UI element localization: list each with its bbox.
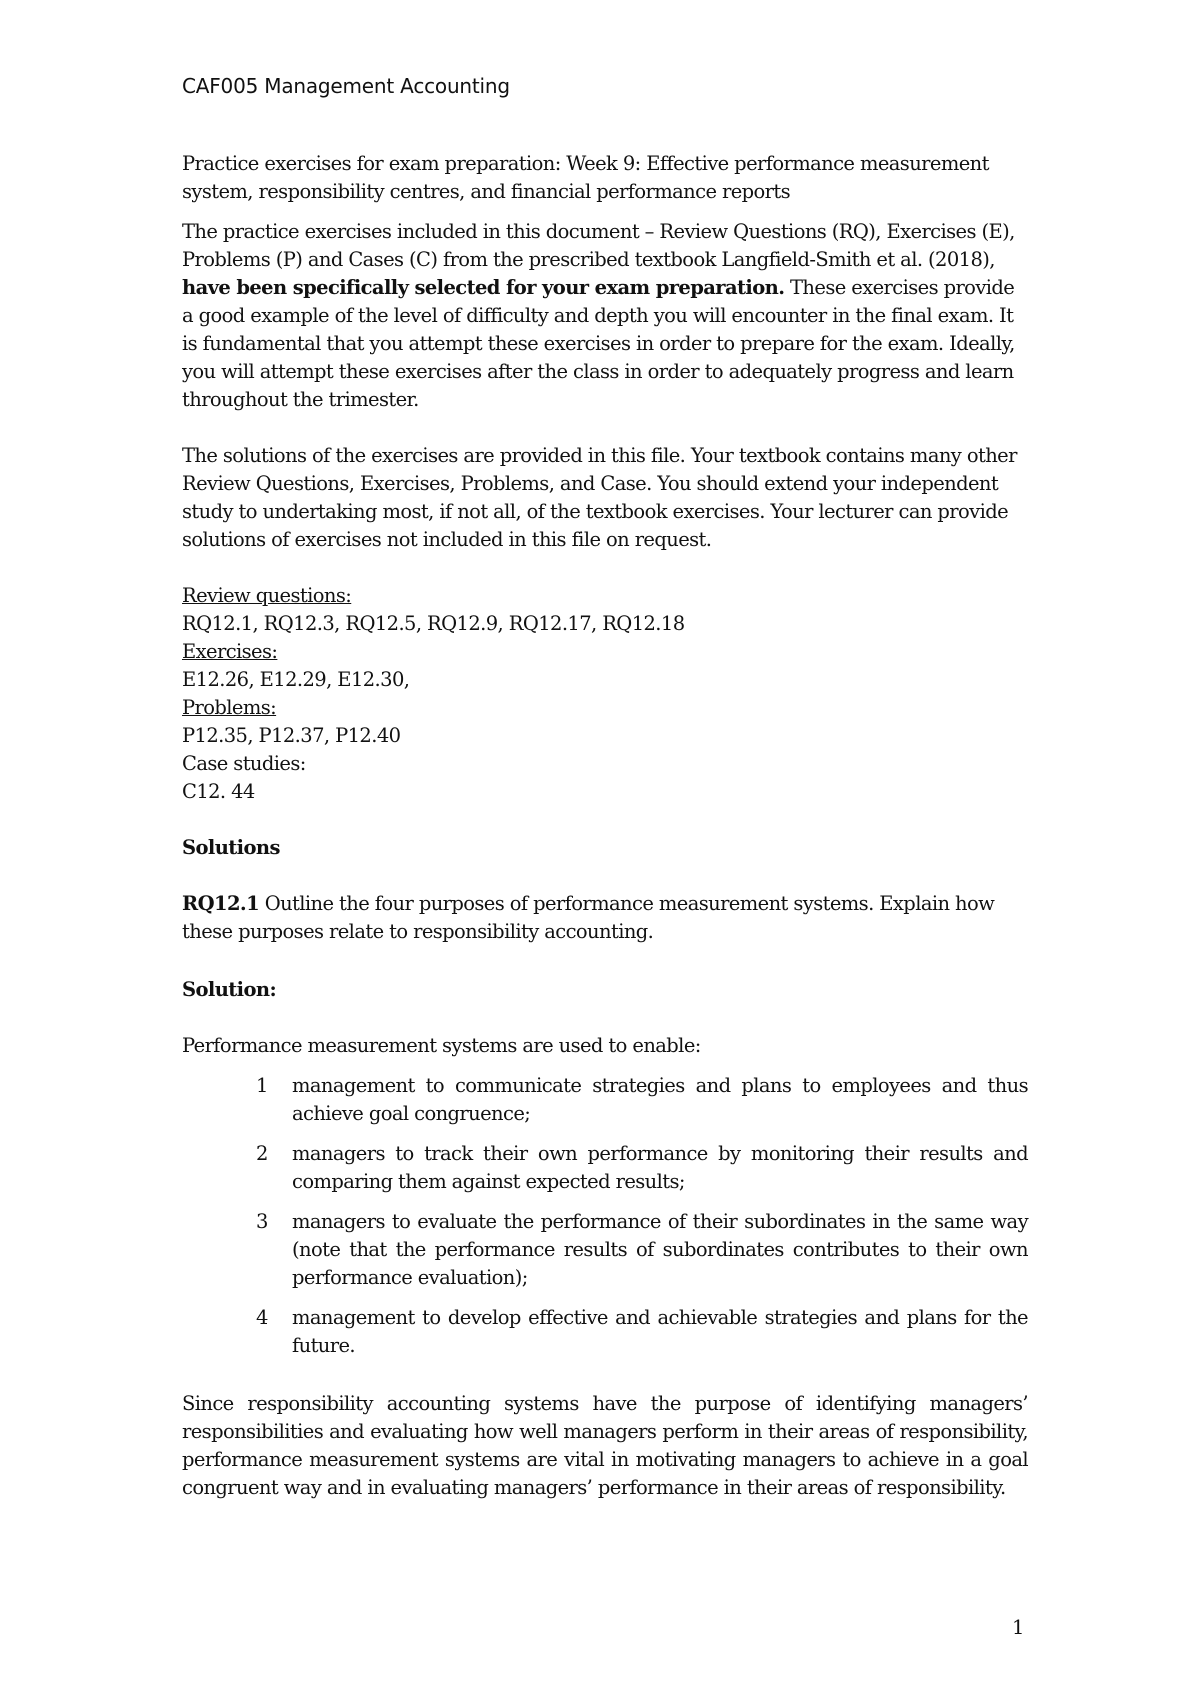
document-title: Practice exercises for exam preparation: Week 9: Effective performance measurement system, responsibility centres, and financial performance reports bbox=[182, 152, 989, 203]
pms-lead-sentence: Performance measurement systems are used to enable: bbox=[182, 1034, 701, 1057]
exercises-items: E12.26, E12.29, E12.30, bbox=[182, 668, 410, 691]
solutions-info-paragraph: The solutions of the exercises are provided in this file. Your textbook contains many other Review Questions, Exercises, Problems, and Case. You should extend your independent study to undertaking most, if not all, of the textbook exercises. Your lecturer can provide solutions of exercises not included in this file on request. bbox=[182, 444, 1017, 551]
intro-bold-text: have been specifically selected for your exam preparation. bbox=[182, 276, 785, 299]
page-header: CAF005 Management Accounting bbox=[182, 74, 510, 98]
purposes-list bbox=[256, 1072, 1028, 1372]
intro-text-part1: The practice exercises included in this document – Review Questions (RQ), Exercises (E), Problems (P) and Cases (C) from the prescribed textbook Langfield-Smith et al. (2018), bbox=[182, 220, 1015, 271]
list-item-number: 1 bbox=[256, 1074, 268, 1097]
review-question-rq12-1 bbox=[182, 890, 1028, 946]
closing-paragraph: Since responsibility accounting systems have the purpose of identifying managers’ responsibilities and evaluating how well managers perform in their areas of responsibility, performance measurement systems are vital in motivating managers to achieve in a goal congruent way and in evaluating managers’ performance in their areas of responsibility. bbox=[182, 1392, 1028, 1499]
list-item bbox=[256, 1140, 1028, 1196]
exercises-label: Exercises: bbox=[182, 640, 278, 663]
problems-items: P12.35, P12.37, P12.40 bbox=[182, 724, 401, 747]
problems-label: Problems: bbox=[182, 696, 277, 719]
intro-text-part2: These exercises provide a good example of the level of difficulty and depth you will encounter in the final exam. It is fundamental that you attempt these exercises in order to prepare for the exam. Ideally, you will attempt these exercises after the class in order to adequately progress and learn throughout the trimester. bbox=[182, 276, 1015, 411]
intro-paragraph bbox=[182, 218, 1028, 414]
list-item bbox=[256, 1208, 1028, 1292]
page-number: 1 bbox=[1012, 1616, 1025, 1639]
list-item-text: management to develop effective and achievable strategies and plans for the future. bbox=[292, 1306, 1028, 1357]
list-item-text: managers to track their own performance by monitoring their results and comparing them against expected results; bbox=[292, 1142, 1028, 1193]
exercise-lists bbox=[182, 582, 1028, 806]
review-questions-items: RQ12.1, RQ12.3, RQ12.5, RQ12.9, RQ12.17, RQ12.18 bbox=[182, 612, 685, 635]
list-item-number: 2 bbox=[256, 1142, 268, 1165]
case-studies-items: C12. 44 bbox=[182, 780, 255, 803]
list-item-text: managers to evaluate the performance of their subordinates in the same way (note that the performance results of subordinates contributes to their own performance evaluation); bbox=[292, 1210, 1028, 1289]
solution-heading: Solution: bbox=[182, 978, 277, 1001]
list-item-number: 4 bbox=[256, 1306, 268, 1329]
review-questions-label: Review questions: bbox=[182, 584, 352, 607]
solutions-heading: Solutions bbox=[182, 836, 280, 859]
rq-text: Outline the four purposes of performance measurement systems. Explain how these purposes relate to responsibility accounting. bbox=[182, 892, 995, 943]
list-item bbox=[256, 1304, 1028, 1360]
case-studies-label: Case studies: bbox=[182, 752, 306, 775]
list-item-text: management to communicate strategies and plans to employees and thus achieve goal congruence; bbox=[292, 1074, 1028, 1125]
rq-label: RQ12.1 bbox=[182, 892, 260, 915]
list-item-number: 3 bbox=[256, 1210, 268, 1233]
list-item bbox=[256, 1072, 1028, 1128]
